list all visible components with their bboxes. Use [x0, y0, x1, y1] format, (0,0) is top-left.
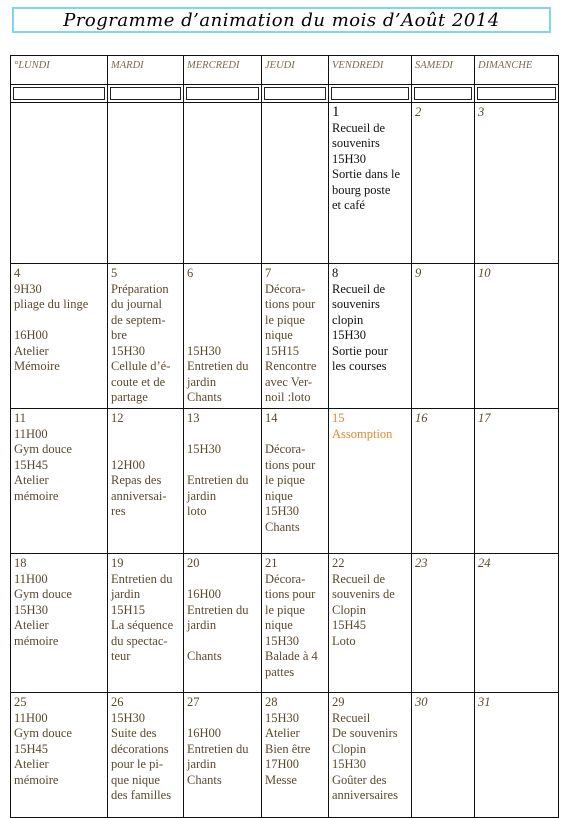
day-cell — [262, 103, 329, 264]
spacer-cell — [184, 85, 262, 103]
spacer-cell — [329, 85, 412, 103]
day-cell — [329, 264, 412, 409]
event-line: jardin — [187, 757, 217, 771]
day-cell — [475, 409, 559, 554]
event-line: souvenirs — [332, 136, 380, 150]
day-cell — [262, 554, 329, 693]
event-line: 17H00 — [265, 757, 300, 771]
day-number: 1 — [332, 104, 340, 120]
event-line: 15H30 — [265, 633, 300, 648]
event-line: 9H30 — [14, 281, 42, 296]
event-line: bre — [111, 328, 127, 342]
event-line — [265, 427, 325, 443]
event-line: Entretien du — [187, 741, 249, 756]
calendar-table — [10, 55, 559, 818]
event-line — [187, 297, 258, 313]
event-line: Recueil de — [332, 571, 386, 586]
day-header: VENDREDI — [329, 56, 412, 85]
event-line: Atelier — [14, 343, 49, 358]
day-cell — [184, 103, 262, 264]
day-number: 23 — [415, 556, 428, 570]
event-line: 15H30 — [187, 343, 222, 358]
day-cell — [412, 264, 475, 409]
event-line: Cellule d’é- — [111, 359, 171, 373]
day-number: 6 — [187, 266, 194, 280]
event-line: 15H30 — [187, 442, 222, 456]
week-row — [11, 103, 559, 264]
day-cell — [412, 409, 475, 554]
title-banner — [12, 7, 551, 33]
day-cell — [11, 554, 108, 693]
day-number: 31 — [478, 695, 491, 709]
day-cell — [108, 693, 184, 818]
event-line: Décora- — [265, 571, 306, 586]
spacer-cell — [262, 85, 329, 103]
event-line: noil :loto — [265, 390, 311, 404]
event-line: Entretien du — [111, 571, 173, 586]
day-header: JEUDI — [262, 56, 329, 85]
day-number: 10 — [478, 266, 491, 280]
event-line: tions pour — [265, 457, 316, 472]
event-line: anniversai- — [111, 488, 167, 503]
week-row — [11, 693, 559, 818]
event-line: Chants — [187, 772, 222, 787]
event-line: Repas des — [111, 473, 162, 487]
event-line — [187, 711, 258, 727]
event-line: Atelier — [14, 618, 49, 632]
event-line: Atelier — [14, 473, 49, 487]
week-row — [11, 264, 559, 409]
event-line: La séquence — [111, 618, 174, 632]
event-line: Décora- — [265, 281, 306, 296]
event-line: que nique — [111, 772, 160, 787]
event-line: pliage du linge — [14, 297, 89, 311]
day-number: 26 — [111, 695, 124, 709]
event-line: pattes — [265, 664, 295, 679]
day-cell — [11, 693, 108, 818]
event-line: Recueil de — [332, 120, 386, 135]
day-number: 12 — [111, 411, 124, 425]
event-line — [111, 442, 180, 458]
day-cell — [184, 554, 262, 693]
day-number: 29 — [332, 695, 345, 709]
day-cell — [108, 264, 184, 409]
event-line: 12H00 — [111, 457, 146, 472]
event-line: 15H15 — [111, 602, 146, 617]
spacer-row — [11, 85, 559, 103]
day-header: MERCREDI — [184, 56, 262, 85]
event-line: Sortie dans le — [332, 167, 401, 181]
event-line: res — [111, 504, 126, 518]
event-line: jardin — [187, 618, 217, 632]
day-number: 19 — [111, 556, 124, 570]
event-line: 15H45 — [14, 457, 49, 472]
day-cell — [262, 264, 329, 409]
event-line: Recueil de — [332, 281, 386, 296]
event-line — [14, 313, 104, 329]
event-line: les courses — [332, 359, 387, 373]
day-number: 18 — [14, 556, 27, 570]
event-line: Balade à 4 — [265, 649, 318, 663]
event-line — [187, 328, 258, 344]
week-row — [11, 554, 559, 693]
day-cell — [475, 103, 559, 264]
event-line: Clopin — [332, 741, 367, 756]
event-line: jardin — [187, 488, 217, 503]
day-header-row — [11, 56, 559, 85]
event-line: souvenirs de — [332, 587, 395, 601]
event-line: Recueil — [332, 710, 371, 725]
day-cell — [412, 103, 475, 264]
event-line — [187, 634, 258, 650]
day-number: 20 — [187, 556, 200, 570]
day-cell — [262, 693, 329, 818]
event-line: coute et de — [111, 374, 166, 389]
spacer-cell — [11, 85, 108, 103]
event-line: Préparation — [111, 281, 169, 296]
day-number: 9 — [415, 266, 422, 280]
day-number: 11 — [14, 411, 27, 425]
event-line: mémoire — [14, 488, 59, 503]
event-line: mémoire — [14, 633, 59, 648]
day-cell — [108, 409, 184, 554]
day-number: 30 — [415, 695, 428, 709]
event-line: 15H30 — [332, 757, 367, 771]
event-line: pour le pi- — [111, 757, 164, 771]
event-line: Chants — [187, 390, 222, 404]
event-line: 16H00 — [187, 726, 222, 740]
day-cell — [184, 693, 262, 818]
event-line: 11H00 — [14, 710, 48, 725]
event-line: Rencontre — [265, 359, 317, 373]
event-line — [111, 427, 180, 443]
day-cell — [108, 554, 184, 693]
event-line — [187, 313, 258, 329]
day-header: °LUNDI — [11, 56, 108, 85]
event-line: jardin — [111, 587, 141, 601]
day-cell — [412, 693, 475, 818]
day-cell — [11, 103, 108, 264]
event-line: Décora- — [265, 442, 306, 456]
day-cell — [184, 409, 262, 554]
event-line: Entretien du — [187, 602, 249, 617]
day-number: 21 — [265, 556, 278, 570]
event-line: 15H45 — [14, 741, 49, 756]
day-number: 2 — [415, 105, 422, 119]
day-cell — [108, 103, 184, 264]
day-number: 13 — [187, 411, 200, 425]
event-line: Chants — [265, 519, 300, 534]
day-cell — [184, 264, 262, 409]
day-cell — [412, 554, 475, 693]
event-line: 15H45 — [332, 618, 367, 632]
event-line: de septem- — [111, 312, 166, 327]
event-line: Sortie pour — [332, 343, 388, 358]
event-line: Suite des — [111, 726, 157, 740]
day-number: 27 — [187, 695, 200, 709]
event-line: Bien être — [265, 741, 311, 756]
day-header: DIMANCHE — [475, 56, 559, 85]
event-line: loto — [187, 504, 207, 518]
event-line: Goûter des — [332, 772, 387, 787]
event-line: 16H00 — [14, 328, 49, 342]
event-line: Mémoire — [14, 359, 60, 373]
day-cell — [329, 693, 412, 818]
day-header: SAMEDI — [412, 56, 475, 85]
event-line: du spectac- — [111, 633, 168, 648]
event-line: Gym douce — [14, 587, 72, 601]
event-line: le pique — [265, 602, 305, 617]
event-line: le pique — [265, 473, 305, 487]
event-line: Clopin — [332, 602, 367, 617]
day-cell — [11, 264, 108, 409]
event-line — [187, 458, 258, 474]
day-number: 4 — [14, 266, 21, 280]
event-line: bourg poste — [332, 182, 391, 197]
event-line: du journal — [111, 297, 163, 311]
event-line: 15H30 — [332, 328, 367, 342]
event-line: partage — [111, 390, 148, 404]
event-line: Loto — [332, 633, 356, 648]
event-line: De souvenirs — [332, 726, 398, 740]
event-line: teur — [111, 649, 131, 663]
day-number: 16 — [415, 411, 428, 425]
day-cell — [329, 103, 412, 264]
event-line — [187, 282, 258, 298]
event-line: Assomption — [332, 426, 393, 441]
day-cell — [329, 409, 412, 554]
day-cell — [475, 264, 559, 409]
day-cell — [262, 409, 329, 554]
event-line: anniversaires — [332, 788, 398, 802]
event-line: tions pour — [265, 297, 316, 311]
event-line: Entretien du — [187, 359, 249, 373]
event-line: et café — [332, 198, 365, 212]
event-line: 15H30 — [332, 151, 367, 166]
day-cell — [329, 554, 412, 693]
event-line: nique — [265, 328, 293, 342]
page-title: Programme d’animation du mois d’Août 2014 — [63, 9, 500, 31]
event-line: clopin — [332, 312, 364, 327]
spacer-cell — [475, 85, 559, 103]
event-line: 16H00 — [187, 587, 222, 601]
event-line: 15H30 — [111, 710, 146, 725]
event-line: Messe — [265, 772, 297, 787]
day-number: 8 — [332, 266, 339, 280]
day-number: 22 — [332, 556, 345, 570]
event-line: 15H30 — [265, 504, 300, 518]
event-line: Gym douce — [14, 726, 72, 740]
event-line: tions pour — [265, 587, 316, 601]
day-number: 24 — [478, 556, 491, 570]
day-number: 5 — [111, 266, 118, 280]
event-line: Atelier — [265, 726, 300, 740]
day-number: 14 — [265, 411, 278, 425]
event-line: Gym douce — [14, 442, 72, 456]
event-line: Entretien du — [187, 473, 249, 487]
event-line: le pique — [265, 312, 305, 327]
day-cell — [475, 554, 559, 693]
day-number: 25 — [14, 695, 27, 709]
event-line: 15H30 — [265, 710, 300, 725]
event-line: 11H00 — [14, 426, 48, 441]
event-line: 15H30 — [14, 602, 49, 617]
day-header: MARDI — [108, 56, 184, 85]
day-number: 28 — [265, 695, 278, 709]
event-line — [187, 427, 258, 443]
event-line: des familles — [111, 788, 172, 802]
event-line: Chants — [187, 649, 222, 663]
spacer-cell — [108, 85, 184, 103]
event-line: 15H15 — [265, 343, 300, 358]
day-cell — [11, 409, 108, 554]
event-line: mémoire — [14, 772, 59, 787]
day-cell — [475, 693, 559, 818]
week-row — [11, 409, 559, 554]
day-number: 7 — [265, 266, 272, 280]
day-number: 17 — [478, 411, 491, 425]
spacer-cell — [412, 85, 475, 103]
event-line — [187, 572, 258, 588]
event-line: avec Ver- — [265, 374, 313, 389]
event-line: 15H30 — [111, 343, 146, 358]
event-line: décorations — [111, 741, 169, 756]
event-line: nique — [265, 618, 293, 632]
event-line: 11H00 — [14, 571, 48, 586]
day-number: 3 — [478, 105, 485, 119]
event-line: souvenirs — [332, 297, 380, 311]
day-number: 15 — [332, 411, 345, 425]
event-line: jardin — [187, 374, 217, 389]
event-line: Atelier — [14, 757, 49, 771]
event-line: nique — [265, 488, 293, 503]
